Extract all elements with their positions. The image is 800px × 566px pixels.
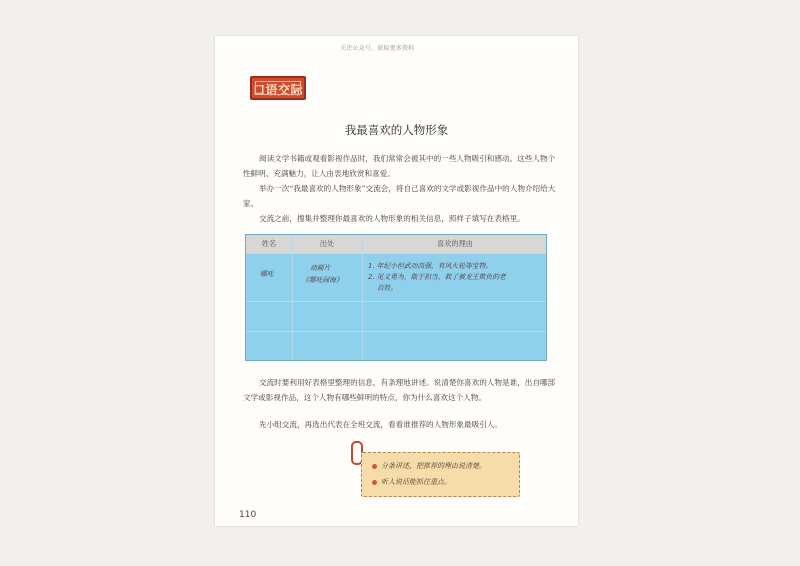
tip-text: 分条讲述，把推荐的理由说清楚。 [381,462,486,470]
header-note: 关注公众号，获取更多资料 [340,45,415,52]
header-name: 姓名 [261,239,277,248]
header-source: 出处 [319,239,335,248]
section-tag-label: 口语交际 [252,83,303,97]
intro-paragraph-3: 交流之前，搜集并整理你最喜欢的人物形象的相关信息，照样子填写在表格里。 [259,214,525,223]
page-title: 我最喜欢的人物形象 [344,123,449,137]
tip-item [372,477,451,487]
cell-reason-line-2: 2. 见义勇为，敢于担当，救了被龙王欺负的老 [368,273,506,281]
body-paragraph-2: 先小组交流，再选出代表在全班交流，看看谁推荐的人物形象最吸引人。 [259,420,502,429]
section-tag [250,76,306,100]
info-table [245,234,547,361]
header-reason: 喜欢的理由 [437,239,473,248]
cell-source-line-1: 动画片 [310,264,331,272]
row-divider [246,301,546,302]
intro-paragraph-1: 阅读文学书籍或观看影视作品时，我们常常会被其中的一些人物吸引和感动。这些人物个性鲜明、充满魅力，让人由衷地欣赏和喜爱。 [243,154,556,178]
cell-source-line-2: 《哪吒闹海》 [302,276,343,284]
body-paragraph-1: 交流时要利用好表格里整理的信息，有条理地讲述。说清楚你喜欢的人物是谁，出自哪部文学或影视作品，这个人物有哪些鲜明的特点，你为什么喜欢这个人物。 [243,378,556,402]
tip-item [372,461,486,471]
tip-text: 听人说话能抓住重点。 [381,478,451,486]
cell-name: 哪吒 [260,270,274,278]
bullet-icon [372,464,377,469]
textbook-page [215,36,578,526]
tips-note [361,452,520,497]
cell-reason-line-1: 1. 年纪小但武功高强，有风火轮等宝物。 [368,262,493,270]
page-number: 110 [239,510,257,520]
table-header [246,235,546,253]
row-divider [246,331,546,332]
cell-reason-line-3: 百姓。 [377,284,398,292]
bullet-icon [372,480,377,485]
intro-paragraph-2: 举办一次“我最喜欢的人物形象”交流会，将自己喜欢的文学或影视作品中的人物介绍给大家。 [243,184,556,208]
row-divider [246,253,546,254]
